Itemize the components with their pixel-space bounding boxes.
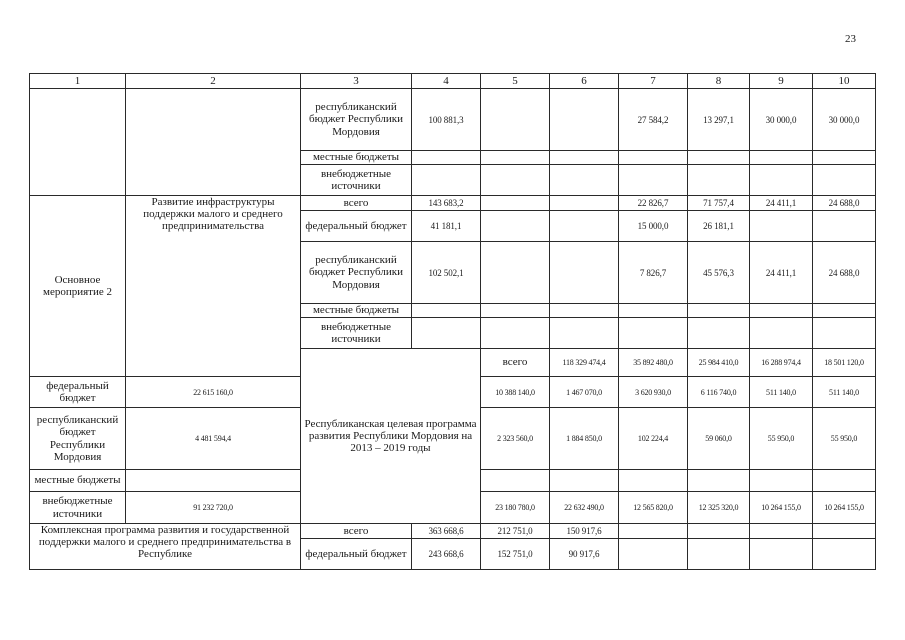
value-cell: 10 388 140,0: [481, 377, 550, 408]
value-cell: [813, 524, 876, 539]
value-cell: [481, 470, 550, 492]
value-cell: [688, 304, 750, 318]
value-cell: 15 000,0: [619, 211, 688, 242]
value-cell: [813, 318, 876, 349]
value-cell: [550, 151, 619, 165]
value-cell: [412, 318, 481, 349]
value-cell: [619, 539, 688, 570]
value-cell: 35 892 480,0: [619, 349, 688, 377]
value-cell: 12 325 320,0: [688, 492, 750, 524]
value-cell: 26 181,1: [688, 211, 750, 242]
header-cell: 7: [619, 74, 688, 89]
value-cell: [619, 304, 688, 318]
value-cell: 22 826,7: [619, 196, 688, 211]
value-cell: [412, 304, 481, 318]
value-cell: 91 232 720,0: [126, 492, 301, 524]
value-cell: 6 116 740,0: [688, 377, 750, 408]
value-cell: 1 884 850,0: [550, 408, 619, 470]
value-cell: [412, 165, 481, 196]
value-cell: 27 584,2: [619, 89, 688, 151]
value-cell: 2 323 560,0: [481, 408, 550, 470]
funding-source-cell: федеральный бюджет: [301, 539, 412, 570]
funding-source-cell: республиканский бюджет Республики Мордовия: [30, 408, 126, 470]
value-cell: [750, 165, 813, 196]
header-row: [30, 74, 876, 89]
header-cell: 6: [550, 74, 619, 89]
value-cell: [619, 524, 688, 539]
table-row: [30, 524, 876, 539]
value-cell: 25 984 410,0: [688, 349, 750, 377]
value-cell: [750, 304, 813, 318]
value-cell: [481, 151, 550, 165]
value-cell: 22 615 160,0: [126, 377, 301, 408]
funding-source-cell: федеральный бюджет: [30, 377, 126, 408]
value-cell: [481, 165, 550, 196]
value-cell: 45 576,3: [688, 242, 750, 304]
funding-source-cell: республиканский бюджет Республики Мордовия: [301, 89, 412, 151]
value-cell: 212 751,0: [481, 524, 550, 539]
value-cell: [813, 151, 876, 165]
funding-source-cell: внебюджетные источники: [301, 165, 412, 196]
value-cell: [688, 318, 750, 349]
header-cell: 10: [813, 74, 876, 89]
funding-source-cell: внебюджетные источники: [301, 318, 412, 349]
value-cell: 511 140,0: [813, 377, 876, 408]
funding-source-cell: внебюджетные источники: [30, 492, 126, 524]
value-cell: [481, 242, 550, 304]
value-cell: 7 826,7: [619, 242, 688, 304]
value-cell: 24 688,0: [813, 242, 876, 304]
value-cell: 30 000,0: [813, 89, 876, 151]
value-cell: [550, 211, 619, 242]
value-cell: [550, 242, 619, 304]
value-cell: 143 683,2: [412, 196, 481, 211]
value-cell: 102 502,1: [412, 242, 481, 304]
value-cell: [750, 524, 813, 539]
header-cell: 8: [688, 74, 750, 89]
value-cell: 243 668,6: [412, 539, 481, 570]
value-cell: 10 264 155,0: [813, 492, 876, 524]
value-cell: [481, 211, 550, 242]
value-cell: [813, 304, 876, 318]
value-cell: 100 881,3: [412, 89, 481, 151]
value-cell: 118 329 474,4: [550, 349, 619, 377]
funding-source-cell: всего: [301, 196, 412, 211]
value-cell: 10 264 155,0: [750, 492, 813, 524]
value-cell: [750, 211, 813, 242]
value-cell: [550, 196, 619, 211]
value-cell: 152 751,0: [481, 539, 550, 570]
value-cell: 150 917,6: [550, 524, 619, 539]
value-cell: 55 950,0: [750, 408, 813, 470]
value-cell: 23 180 780,0: [481, 492, 550, 524]
page-number: 23: [845, 33, 856, 45]
activity-name-cell: Основное мероприятие 2: [30, 196, 126, 377]
empty-cell: [30, 89, 126, 196]
value-cell: [750, 151, 813, 165]
value-cell: 41 181,1: [412, 211, 481, 242]
value-cell: [750, 470, 813, 492]
funding-source-cell: всего: [481, 349, 550, 377]
value-cell: 12 565 820,0: [619, 492, 688, 524]
value-cell: [750, 318, 813, 349]
value-cell: 13 297,1: [688, 89, 750, 151]
value-cell: [550, 89, 619, 151]
budget-table-container: [29, 73, 876, 570]
value-cell: [688, 470, 750, 492]
funding-source-cell: местные бюджеты: [301, 151, 412, 165]
funding-source-cell: республиканский бюджет Республики Мордовия: [301, 242, 412, 304]
value-cell: [619, 318, 688, 349]
value-cell: [550, 470, 619, 492]
value-cell: 3 620 930,0: [619, 377, 688, 408]
empty-cell: [126, 89, 301, 196]
value-cell: 59 060,0: [688, 408, 750, 470]
value-cell: [481, 318, 550, 349]
value-cell: 18 501 120,0: [813, 349, 876, 377]
header-cell: 2: [126, 74, 301, 89]
value-cell: [481, 304, 550, 318]
value-cell: 511 140,0: [750, 377, 813, 408]
value-cell: [688, 165, 750, 196]
header-cell: 3: [301, 74, 412, 89]
value-cell: 55 950,0: [813, 408, 876, 470]
table-row: [30, 89, 876, 151]
funding-source-cell: местные бюджеты: [301, 304, 412, 318]
value-cell: [126, 470, 301, 492]
value-cell: [750, 539, 813, 570]
value-cell: [412, 151, 481, 165]
value-cell: 24 411,1: [750, 196, 813, 211]
table-row: [30, 196, 876, 211]
value-cell: [813, 165, 876, 196]
funding-source-cell: местные бюджеты: [30, 470, 126, 492]
value-cell: [688, 524, 750, 539]
value-cell: [813, 539, 876, 570]
funding-source-cell: всего: [301, 524, 412, 539]
budget-table: [29, 73, 876, 570]
value-cell: 102 224,4: [619, 408, 688, 470]
activity-description-cell: Развитие инфраструктуры поддержки малого и среднего предпринимательства: [126, 196, 301, 377]
program-title-cell: Комплексная программа развития и государственной поддержки малого и среднего предпринимательства в Республике: [30, 524, 301, 570]
value-cell: 90 917,6: [550, 539, 619, 570]
value-cell: [550, 318, 619, 349]
header-cell: 9: [750, 74, 813, 89]
funding-source-cell: федеральный бюджет: [301, 211, 412, 242]
value-cell: 1 467 070,0: [550, 377, 619, 408]
value-cell: [813, 211, 876, 242]
header-cell: 1: [30, 74, 126, 89]
header-cell: 5: [481, 74, 550, 89]
value-cell: [481, 196, 550, 211]
value-cell: [550, 304, 619, 318]
value-cell: 16 288 974,4: [750, 349, 813, 377]
value-cell: [813, 470, 876, 492]
value-cell: [550, 165, 619, 196]
value-cell: 24 688,0: [813, 196, 876, 211]
header-cell: 4: [412, 74, 481, 89]
value-cell: 22 632 490,0: [550, 492, 619, 524]
value-cell: [481, 89, 550, 151]
value-cell: 30 000,0: [750, 89, 813, 151]
value-cell: [688, 539, 750, 570]
value-cell: [619, 165, 688, 196]
program-title-cell: Республиканская целевая программа развития Республики Мордовия на 2013 – 2019 годы: [301, 349, 481, 524]
value-cell: 24 411,1: [750, 242, 813, 304]
value-cell: 71 757,4: [688, 196, 750, 211]
value-cell: [619, 470, 688, 492]
value-cell: [688, 151, 750, 165]
value-cell: 363 668,6: [412, 524, 481, 539]
value-cell: 4 481 594,4: [126, 408, 301, 470]
value-cell: [619, 151, 688, 165]
